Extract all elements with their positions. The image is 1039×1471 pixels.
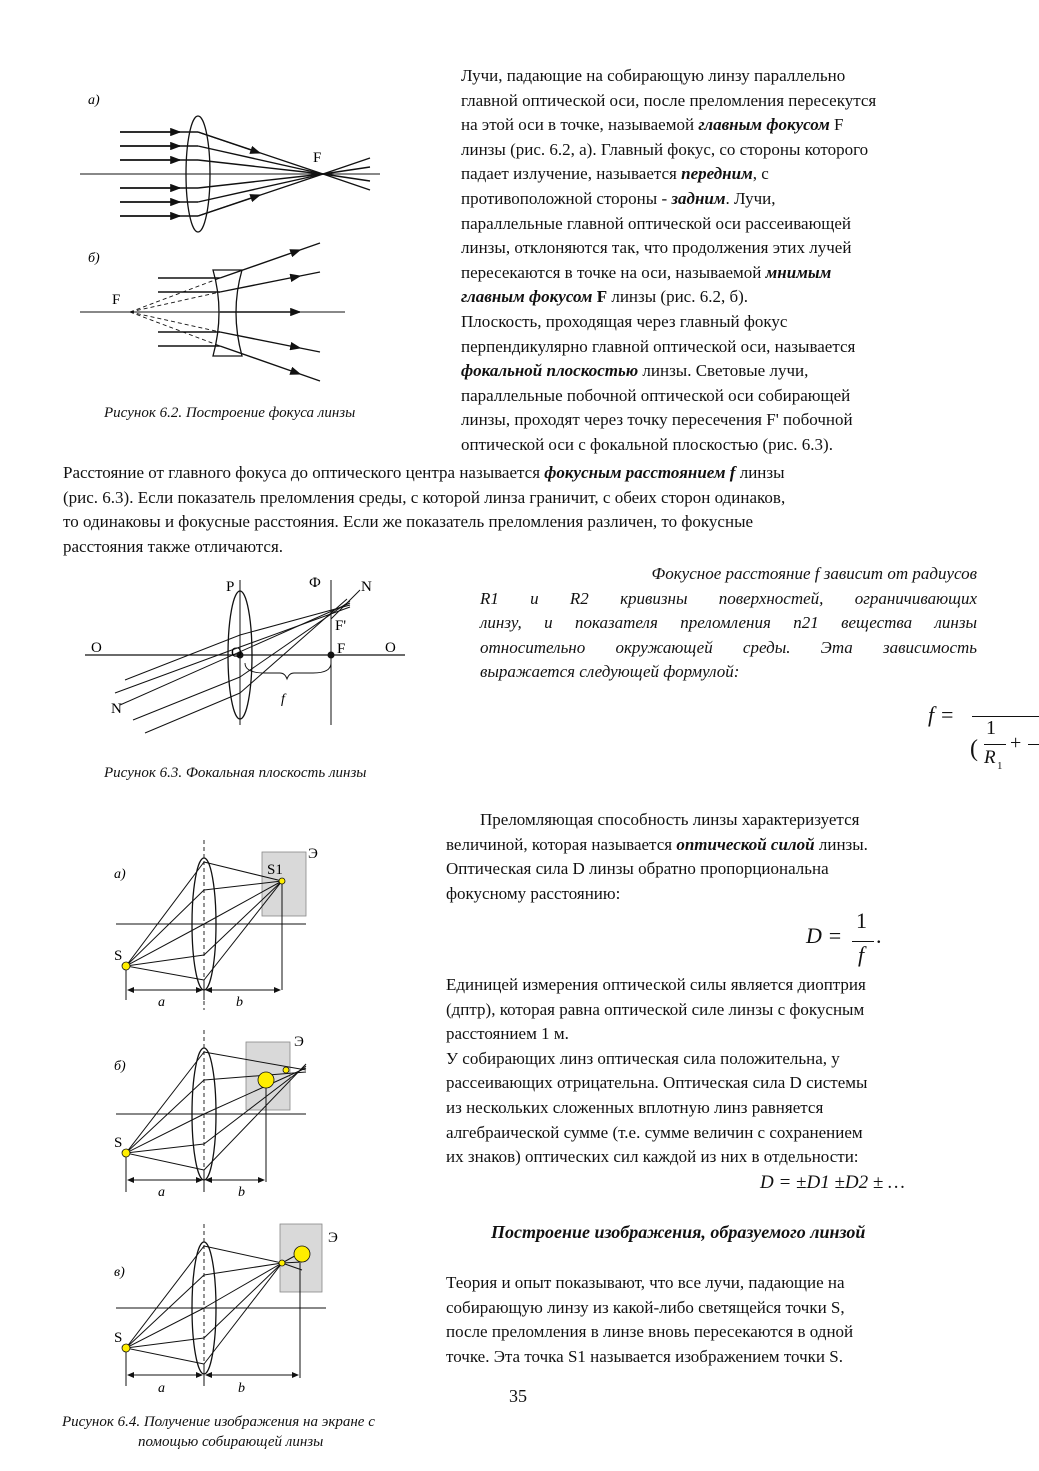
label-f: f bbox=[281, 692, 285, 707]
svg-text:Э: Э bbox=[308, 846, 318, 862]
svg-text:a: a bbox=[158, 1381, 165, 1396]
paragraph-formula-intro bbox=[480, 562, 977, 685]
text-line: Единицей измерения оптической силы является диоптрия bbox=[446, 975, 866, 994]
formula-sum-power: D = ±D1 ±D2 ± … bbox=[760, 1172, 905, 1193]
text-line: пересекаются в точке на оси, называемой мнимым bbox=[461, 262, 832, 282]
label-O-right: O bbox=[385, 640, 396, 656]
text-line: падает излучение, называется передним, с bbox=[461, 164, 769, 184]
text-line: Расстояние от главного фокуса до оптического центра называется фокусным расстоянием f линзы bbox=[63, 463, 785, 482]
text-line: оптической оси с фокальной плоскостью (рис. 6.3). bbox=[461, 434, 833, 454]
term-focal-distance: фокусным расстоянием f bbox=[544, 463, 736, 482]
figure-6-4-image-on-screen bbox=[106, 830, 366, 1410]
panel-a bbox=[114, 840, 318, 1010]
text-line: то одинаковы и фокусные расстояния. Если же показатель преломления различен, то фокусные bbox=[63, 512, 754, 532]
text-line: величиной, которая называется оптической силой линзы. bbox=[446, 834, 868, 854]
svg-text:в): в) bbox=[114, 1265, 125, 1280]
text-line: Теория и опыт показывают, что все лучи, падающие на bbox=[446, 1273, 845, 1292]
text-line: линзы (рис. 6.2, а). Главный фокус, со стороны которого bbox=[461, 139, 869, 159]
text-line: линзы, проходят через точку пересечения F' побочной bbox=[461, 410, 853, 430]
term-main-focus: главным фокусом bbox=[698, 115, 830, 135]
paragraph-image-formation bbox=[446, 1271, 976, 1369]
text-line: противоположной стороны - задним. Лучи, bbox=[461, 188, 776, 208]
focus-label: F bbox=[313, 150, 322, 166]
label-N-top: N bbox=[361, 579, 372, 595]
panel-b bbox=[114, 1030, 306, 1200]
text-line: рассеивающих отрицательна. Оптическая сила D системы bbox=[446, 1073, 868, 1093]
text-line: расстояния также отличаются. bbox=[63, 536, 284, 556]
text-line: алгебраической сумме (т.е. сумме величин с сохранением bbox=[446, 1122, 863, 1142]
text-line: на этой оси в точке, называемой главным фокусом F bbox=[461, 115, 844, 135]
label-O-center: O bbox=[231, 645, 242, 661]
figure-6-2-lens-focus bbox=[80, 90, 410, 390]
paragraph-focal-distance bbox=[63, 461, 973, 559]
text-line: расстоянием 1 м. bbox=[446, 1024, 569, 1044]
text-line: фокусному расстоянию: bbox=[446, 883, 621, 903]
label-Phi: Ф bbox=[309, 575, 321, 591]
term-virtual-focus: главным фокусом bbox=[461, 287, 593, 307]
svg-text:S: S bbox=[114, 948, 123, 964]
term-back: задним bbox=[671, 188, 726, 208]
label-P: P bbox=[226, 579, 235, 595]
paragraph-diopter bbox=[446, 973, 976, 1170]
paragraph-optical-power bbox=[446, 808, 976, 906]
label-b: б) bbox=[88, 251, 100, 266]
text-line: Фокусное расстояние f зависит от радиусов bbox=[651, 564, 977, 583]
text-line: их знаков) оптических сил каждой из них в отдельности: bbox=[446, 1147, 859, 1167]
text-line: линзы, отклоняются так, что продолжения этих лучей bbox=[461, 238, 852, 258]
virtual-focus-label: F bbox=[112, 292, 121, 308]
text-line: Плоскость, проходящая через главный фокус bbox=[461, 311, 788, 331]
text-line: (дптр), которая равна оптической силе линзы с фокусным bbox=[446, 999, 865, 1019]
figure-6-3-caption: Рисунок 6.3. Фокальная плоскость линзы bbox=[104, 765, 367, 781]
svg-text:S: S bbox=[114, 1330, 123, 1346]
svg-text:a: a bbox=[158, 995, 165, 1010]
svg-text:a: a bbox=[158, 1185, 165, 1200]
text-line: главным фокусом F линзы (рис. 6.2, б). bbox=[461, 287, 749, 307]
text-line: Лучи, падающие на собирающую линзу параллельно bbox=[461, 66, 846, 85]
figure-6-2-caption: Рисунок 6.2. Построение фокуса линзы bbox=[104, 405, 356, 421]
svg-text:Э: Э bbox=[328, 1230, 338, 1246]
svg-text:b: b bbox=[236, 995, 243, 1010]
text-line: (рис. 6.3). Если показатель преломления среды, с которой линза граничит, с обеих сторон одинаков, bbox=[63, 487, 786, 507]
text-line: параллельные побочной оптической оси собирающей bbox=[461, 385, 851, 405]
text-line: линзу, и показателя преломления n21 вещества линзы bbox=[480, 613, 977, 633]
svg-text:S1: S1 bbox=[267, 862, 283, 878]
term-optical-power: оптической силой bbox=[676, 834, 815, 854]
formula-focal-length: f = 1 ( R 1 + bbox=[928, 698, 1039, 788]
text-line: параллельные главной оптической оси рассеивающей bbox=[461, 213, 852, 233]
text-line: точке. Эта точка S1 называется изображением точки S. bbox=[446, 1346, 843, 1366]
term-front: передним bbox=[681, 164, 753, 184]
text-line: Преломляющая способность линзы характеризуется bbox=[480, 810, 860, 829]
label-O-left: O bbox=[91, 640, 102, 656]
label-F-prime: F' bbox=[335, 618, 347, 634]
label-a: а) bbox=[88, 93, 100, 108]
text-line: R1 и R2 кривизны поверхностей, ограничивающих bbox=[480, 588, 977, 608]
formula-optical-power: D = 1 f . bbox=[806, 908, 882, 967]
svg-text:b: b bbox=[238, 1381, 245, 1396]
svg-text:а): а) bbox=[114, 867, 126, 882]
figure-6-4-caption-line1: Рисунок 6.4. Получение изображения на экране с bbox=[62, 1414, 375, 1430]
page-number: 35 bbox=[509, 1386, 527, 1406]
text-line: относительно окружающей среды. Эта зависимость bbox=[480, 637, 977, 657]
paragraph-focus bbox=[461, 64, 973, 458]
svg-text:Э: Э bbox=[294, 1034, 304, 1050]
text-line: Оптическая сила D линзы обратно пропорциональна bbox=[446, 859, 829, 879]
term-virtual: мнимым bbox=[765, 262, 832, 282]
text-line: У собирающих линз оптическая сила положительна, у bbox=[446, 1048, 840, 1068]
text-line: собирающую линзу из какой-либо светящейся точки S, bbox=[446, 1297, 845, 1317]
text-line: перпендикулярно главной оптической оси, называется bbox=[461, 336, 856, 356]
figure-6-3-focal-plane bbox=[85, 575, 415, 735]
label-N-bottom: N bbox=[111, 701, 122, 717]
label-F: F bbox=[337, 641, 346, 657]
figure-6-4-caption-line2: помощью собирающей линзы bbox=[138, 1434, 324, 1450]
section-heading: Построение изображения, образуемого линзой bbox=[491, 1222, 866, 1242]
text-line: выражается следующей формулой: bbox=[480, 662, 740, 682]
svg-text:б): б) bbox=[114, 1059, 126, 1074]
text-line: главной оптической оси, после преломления пересекутся bbox=[461, 90, 877, 110]
svg-text:b: b bbox=[238, 1185, 245, 1200]
text-line: из нескольких сложенных вплотную линз равняется bbox=[446, 1097, 824, 1117]
svg-text:S: S bbox=[114, 1135, 123, 1151]
text-line: после преломления в линзе вновь пересекаются в одной bbox=[446, 1322, 854, 1342]
panel-c bbox=[114, 1224, 338, 1396]
text-line: фокальной плоскостью линзы. Световые лучи, bbox=[461, 361, 809, 381]
term-focal-plane: фокальной плоскостью bbox=[461, 361, 639, 381]
